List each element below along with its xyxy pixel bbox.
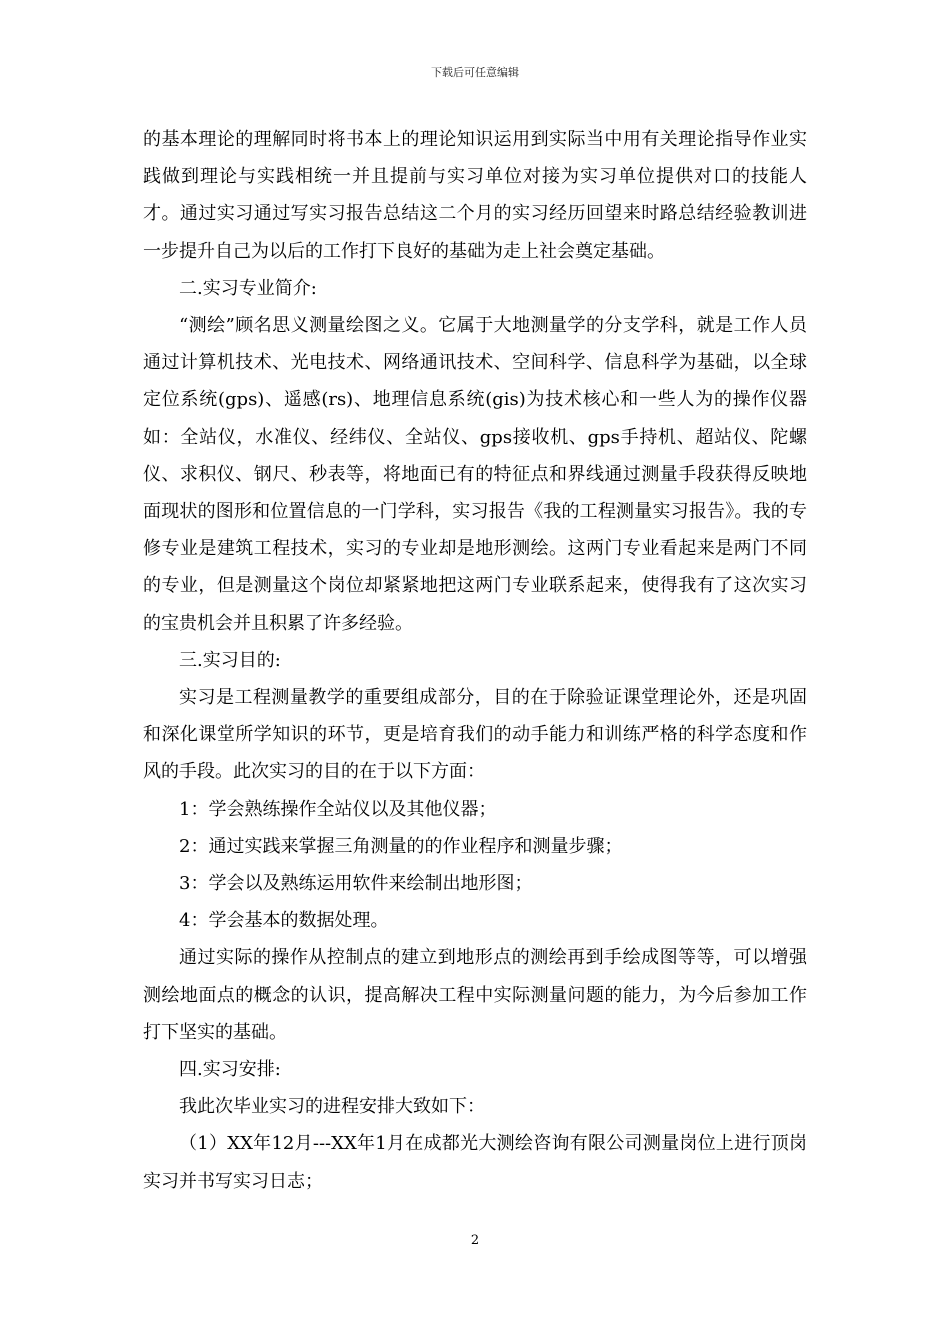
page-header: 下载后可任意编辑 [431, 66, 519, 79]
paragraph: 通过实际的操作从控制点的建立到地形点的测绘再到手绘成图等等，可以增强测绘地面点的概念的认识，提高解决工程中实际测量问题的能力，为今后参加工作打下坚实的基础。 [143, 947, 807, 1043]
paragraph: 的基本理论的理解同时将书本上的理论知识运用到实际当中用有关理论指导作业实践做到理论与实践相统一并且提前与实习单位对接为实习单位提供对口的技能人才。通过实习通过写实习报告总结这二个月的实习经历回望来时路总结经验教训进一步提升自己为以后的工作打下良好的基础为走上社会奠定基础。 [143, 129, 807, 262]
section-heading: 三.实习目的: [179, 649, 281, 671]
document-body [143, 121, 807, 1200]
list-item: 1：学会熟练操作全站仪以及其他仪器； [179, 798, 497, 820]
section-heading: 四.实习安排: [179, 1059, 281, 1081]
list-item: 3：学会以及熟练运用软件来绘制出地形图； [179, 873, 533, 895]
section-heading: 二.实习专业简介: [179, 277, 317, 299]
paragraph: （1）XX年12月---XX年1月在成都光大测绘咨询有限公司测量岗位上进行顶岗实习并书写实习日志； [143, 1133, 807, 1192]
list-item: 4：学会基本的数据处理。 [179, 910, 389, 932]
page-number: 2 [470, 1233, 480, 1248]
paragraph: “测绘”顾名思义测量绘图之义。它属于大地测量学的分支学科，就是工作人员通过计算机技术、光电技术、网络通讯技术、空间科学、信息科学为基础，以全球定位系统(gps)、遥感(rs)、地理信息系统(gis)为技术核心和一些人为的操作仪器如：全站仪，水准仪、经纬仪、全站仪、gps接收机、gps手持机、超站仪、陀螺仪、求积仪、钢尺、秒表等，将地面已有的特征点和界线通过测量手段获得反映地面现状的图形和位置信息的一门学科，实习报告《我的工程测量实习报告》。我的专修专业是建筑工程技术，实习的专业却是地形测绘。这两门专业看起来是两门不同的专业，但是测量这个岗位却紧紧地把这两门专业联系起来，使得我有了这次实习的宝贵机会并且积累了许多经验。 [143, 315, 807, 634]
paragraph: 实习是工程测量教学的重要组成部分，目的在于除验证课堂理论外，还是巩固和深化课堂所学知识的环节，更是培育我们的动手能力和训练严格的科学态度和作风的手段。此次实习的目的在于以下方面： [143, 687, 807, 783]
paragraph: 我此次毕业实习的进程安排大致如下： [179, 1096, 485, 1118]
list-item: 2：通过实践来掌握三角测量的的作业程序和测量步骤； [179, 835, 623, 857]
